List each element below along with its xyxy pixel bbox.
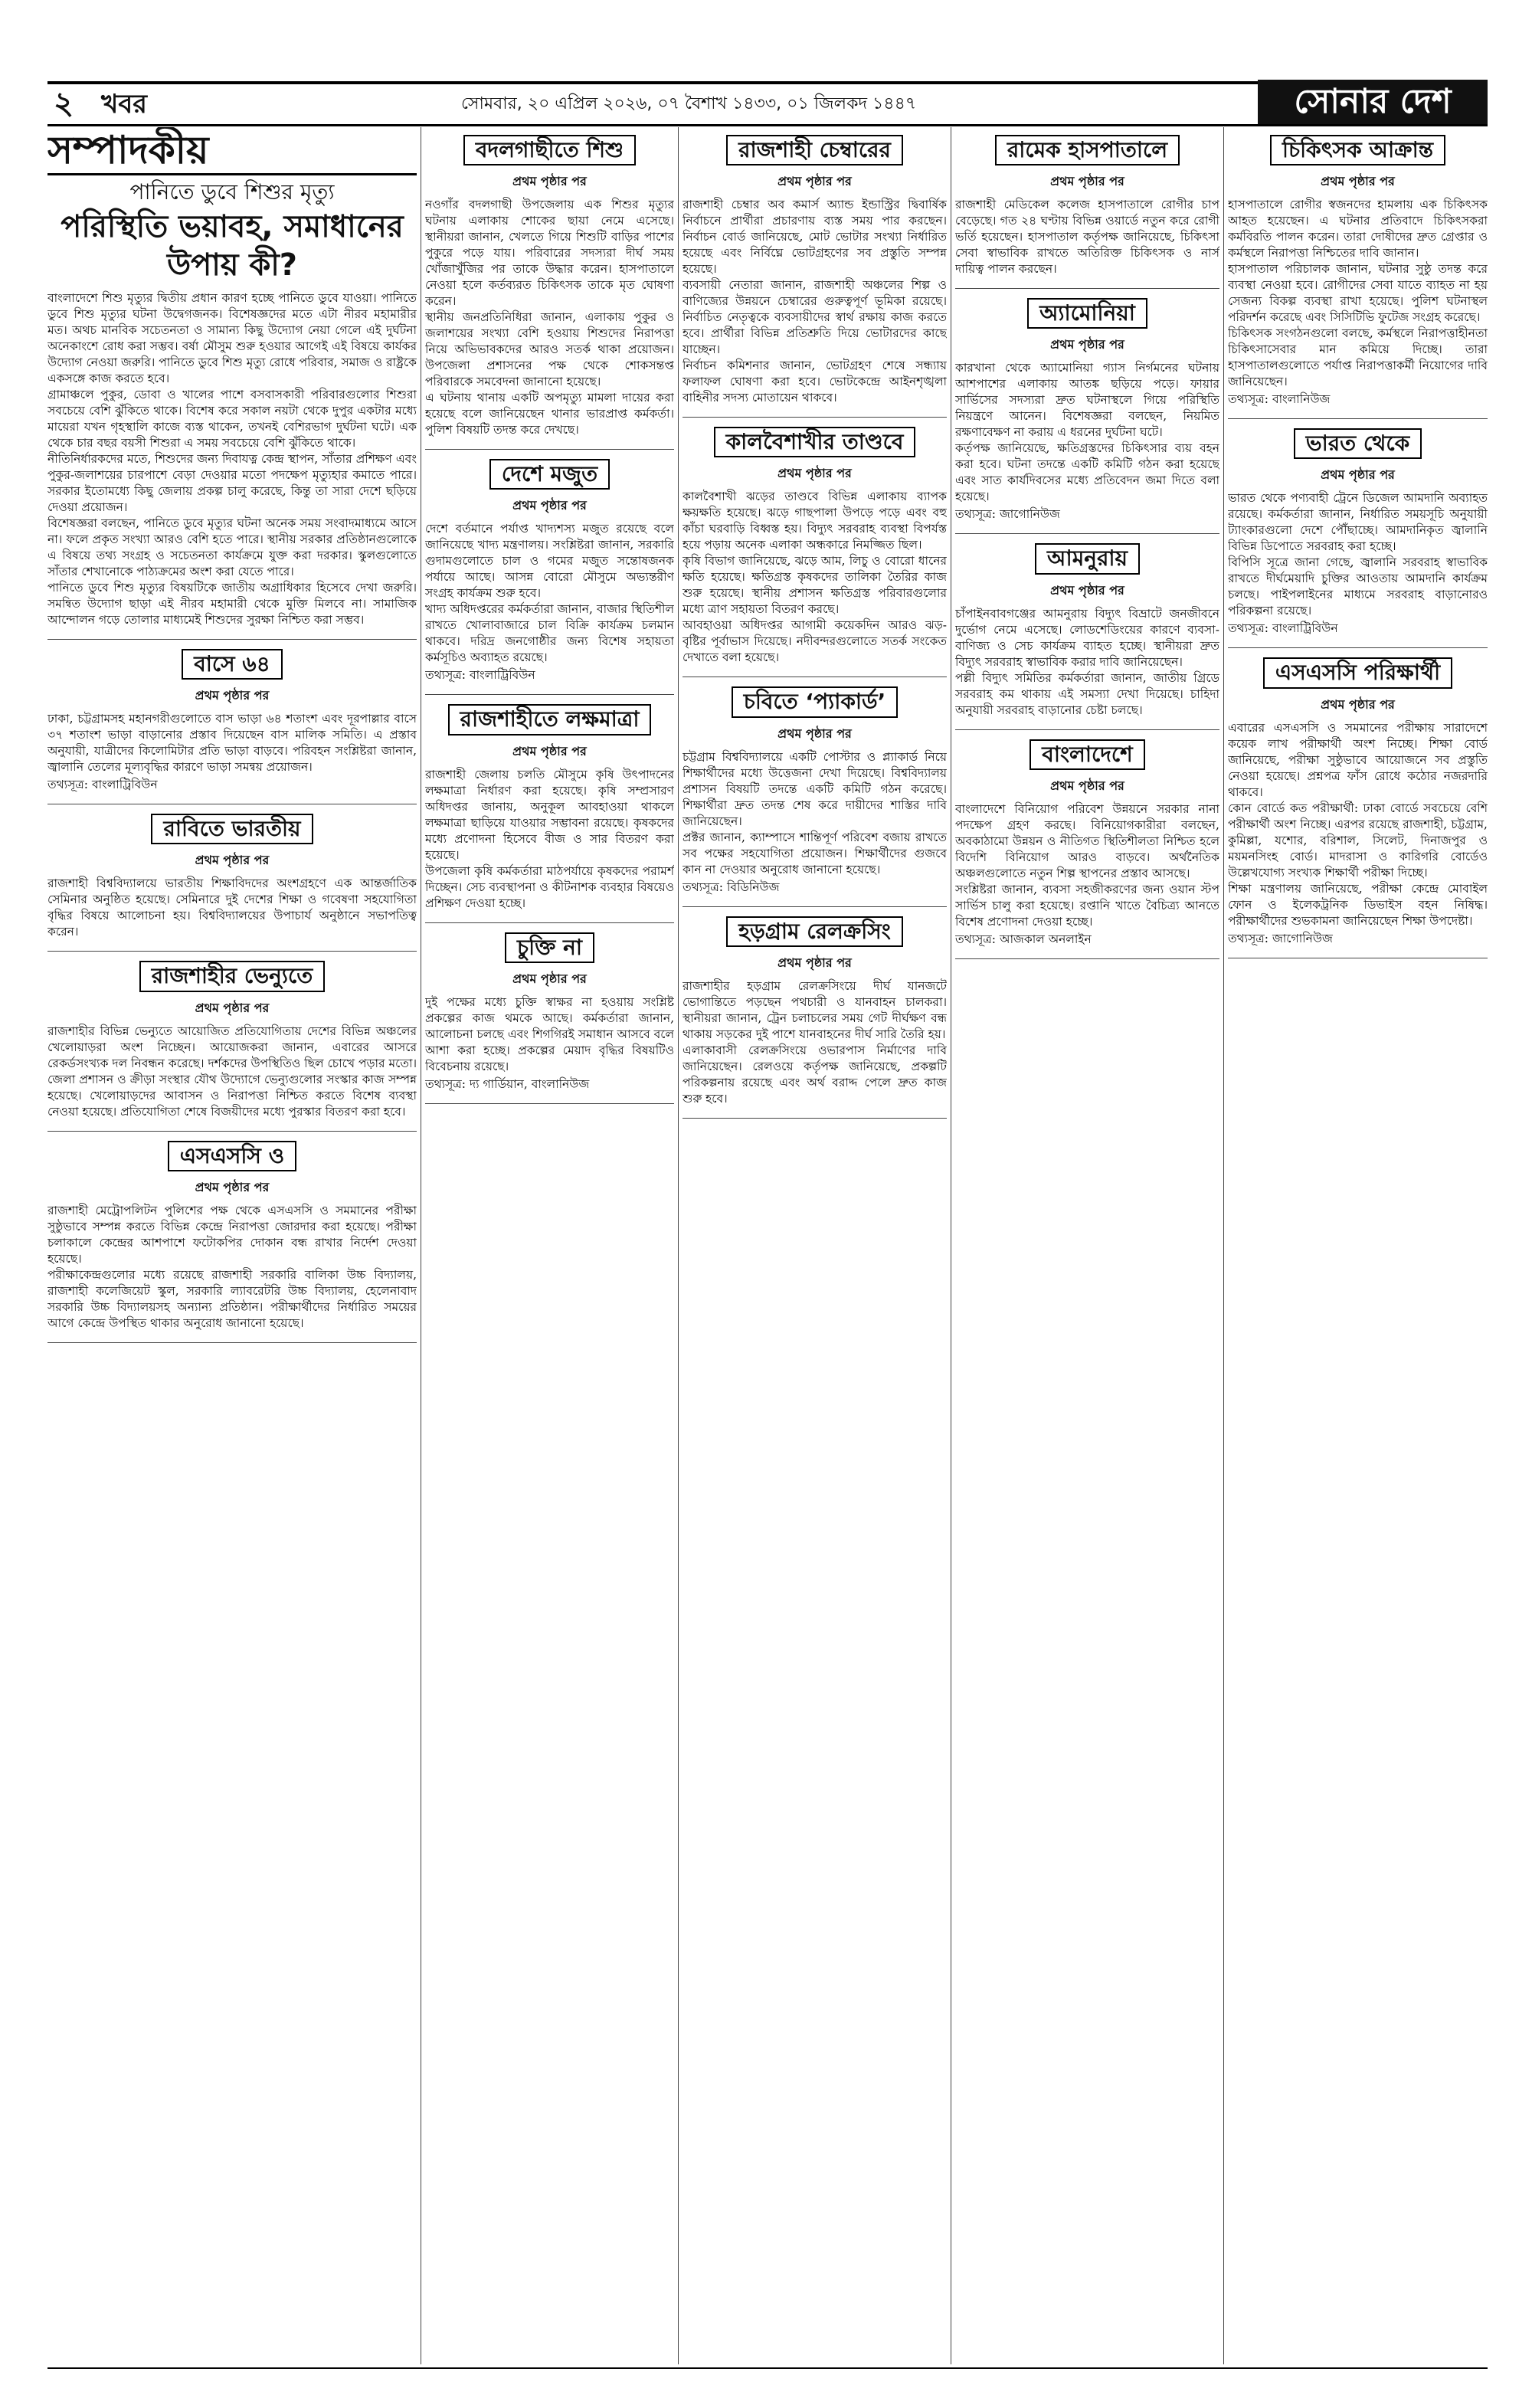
article-paragraph: বাংলাদেশে শিশু মৃত্যুর দ্বিতীয় প্রধান কারণ হচ্ছে পানিতে ডুবে যাওয়া। পানিতে ডুবে শিশু মৃত্যুর ঘটনা উদ্বেগজনক। বিশেষজ্ঞদের মতে এটা নীরব মহামারীর মত। অথচ মানবিক সচেতনতা ও সামান্য কিছু উদ্যোগ নেয়া গেলে এই দুর্ঘটনা অনেকাংশে রোধ করা সম্ভব। বর্ষা মৌসুম শুরু হওয়ার আগেই এই বিষয়ে কার্যকর উদ্যোগ নেওয়া জরুরি। পানিতে ডুবে শিশু মৃত্যু রোধে পরিবার, সমাজ ও রাষ্ট্রকে একসঙ্গে কাজ করতে হবে।: [47, 291, 417, 385]
article-headline: বাসে ৬৪: [182, 649, 283, 680]
article: [425, 132, 674, 438]
article: [1228, 654, 1488, 946]
article-paragraph: বাংলাদেশে বিনিয়োগ পরিবেশ উন্নয়নে সরকার নানা পদক্ষেপ গ্রহণ করছে। বিনিয়োগকারীরা বলছেন, অবকাঠামো উন্নয়ন ও নীতিগত স্থিতিশীলতা নিশ্চিত হলে বিদেশি বিনিয়োগ আরও বাড়বে। অর্থনৈতিক অঞ্চলগুলোতে নতুন শিল্প স্থাপনের প্রস্তাব আসছে।: [955, 801, 1219, 880]
article-paragraph: কর্তৃপক্ষ জানিয়েছে, ক্ষতিগ্রস্তদের চিকিৎসার ব্যয় বহন করা হবে। ঘটনা তদন্তে একটি কমিটি গঠন করা হয়েছে এবং সাত কার্যদিবসের মধ্যে প্রতিবেদন জমা দিতে বলা হয়েছে।: [955, 441, 1219, 504]
headline-wrap: [425, 929, 674, 965]
article-paragraph: রাজশাহীর বিভিন্ন ভেন্যুতে আয়োজিত প্রতিযোগিতায় দেশের বিভিন্ন অঞ্চলের খেলোয়াড়রা অংশ নিচ্ছেন। আয়োজকরা জানান, এবারের আসরে রেকর্ডসংখ্যক দল নিবন্ধন করেছে। দর্শকদের উপস্থিতিও ছিল চোখে পড়ার মতো।: [47, 1024, 417, 1070]
continued-label: প্রথম পৃষ্ঠার পর: [195, 1000, 270, 1015]
continued-label: প্রথম পৃষ্ঠার পর: [512, 971, 587, 986]
headline-wrap: [1228, 425, 1488, 460]
article-paragraph: রাজশাহী বিশ্ববিদ্যালয়ে ভারতীয় শিক্ষাবিদদের অংশগ্রহণে এক আন্তর্জাতিক সেমিনার অনুষ্ঠিত হয়েছে। সেমিনারে দুই দেশের শিক্ষা ও গবেষণা সহযোগিতা বৃদ্ধির বিষয়ে আলোচনা হয়। বিশ্ববিদ্যালয়ের উপাচার্য অনুষ্ঠানে সভাপতিত্ব করেন।: [47, 876, 417, 939]
article-headline: অ্যামোনিয়া: [1027, 298, 1147, 329]
article-headline: বদলগাছীতে শিশু: [463, 135, 636, 165]
article: [425, 929, 674, 1093]
article-separator: [955, 533, 1219, 534]
article-separator: [955, 288, 1219, 289]
article-headline: চুক্তি না: [505, 932, 594, 963]
article-paragraph: ভারত থেকে পণ্যবাহী ট্রেনে ডিজেল আমদানি অব্যাহত রয়েছে। কর্মকর্তারা জানান, নির্ধারিত সময়সূচি অনুযায়ী ট্যাংকারগুলো দেশে পৌঁছাচ্ছে। আমদানিকৃত জ্বালানি বিভিন্ন ডিপোতে সরবরাহ করা হচ্ছে।: [1228, 491, 1488, 554]
article-separator: [955, 729, 1219, 730]
article-paragraph: এবারের এসএসসি ও সমমানের পরীক্ষায় সারাদেশে কয়েক লাখ পরীক্ষার্থী অংশ নিচ্ছে। শিক্ষা বোর্ড জানিয়েছে, পরীক্ষা সুষ্ঠুভাবে আয়োজনে সব প্রস্তুতি নেওয়া হয়েছে। প্রশ্নপত্র ফাঁস রোধে কঠোর নজরদারি থাকবে।: [1228, 720, 1488, 799]
article-source: তথ্যসূত্র: বাংলানিউজ: [1228, 392, 1331, 407]
column-2: [425, 127, 674, 2364]
article-paragraph: চাঁপাইনবাবগঞ্জের আমনুরায় বিদ্যুৎ বিভ্রাটে জনজীবনে দুর্ভোগ নেমে এসেছে। লোডশেডিংয়ের কারণে ব্যবসা-বাণিজ্য ও সেচ কার্যক্রম ব্যাহত হচ্ছে। স্থানীয়রা দ্রুত বিদ্যুৎ সরবরাহ স্বাভাবিক করার দাবি জানিয়েছেন।: [955, 606, 1219, 669]
article-headline: রাজশাহী চেম্বারের: [726, 135, 903, 165]
article-paragraph: রাজশাহী চেম্বার অব কমার্স অ্যান্ড ইন্ডাস্ট্রির দ্বিবার্ষিক নির্বাচনে প্রার্থীরা প্রচারণায় ব্যস্ত সময় পার করছেন। নির্বাচন বোর্ড জানিয়েছে, মোট ভোটার সংখ্যা নির্ধারিত হয়েছে এবং নির্বিঘ্নে ভোটগ্রহণের সব প্রস্তুতি সম্পন্ন হয়েছে।: [683, 198, 947, 277]
continued-label: প্রথম পৃষ্ঠার পর: [1321, 174, 1395, 189]
article-paragraph: স্থানীয় জনপ্রতিনিধিরা জানান, এলাকায় পুকুর ও জলাশয়ের সংখ্যা বেশি হওয়ায় শিশুদের নিরাপত্তা নিয়ে অভিভাবকদের আরও সতর্ক থাকা প্রয়োজন। উপজেলা প্রশাসনের পক্ষ থেকে শোকসন্তপ্ত পরিবারকে সমবেদনা জানানো হয়েছে।: [425, 310, 674, 389]
headline-wrap: [425, 132, 674, 167]
article-separator: [47, 1131, 417, 1132]
article-paragraph: কারখানা থেকে অ্যামোনিয়া গ্যাস নির্গমনের ঘটনায় আশপাশের এলাকায় আতঙ্ক ছড়িয়ে পড়ে। ফায়ার সার্ভিসের সদস্যরা দ্রুত ঘটনাস্থলে গিয়ে পরিস্থিতি নিয়ন্ত্রণে আনেন। বিশেষজ্ঞরা বলছেন, নিয়মিত রক্ষণাবেক্ষণ না করায় এ ধরনের দুর্ঘটনা ঘটে।: [955, 361, 1219, 440]
continued-label: প্রথম পৃষ্ঠার পর: [777, 726, 852, 741]
article-paragraph: বিপিসি সূত্রে জানা গেছে, জ্বালানি সরবরাহ স্বাভাবিক রাখতে দীর্ঘমেয়াদি চুক্তির আওতায় আমদানি কার্যক্রম চলছে। পাইপলাইনের মাধ্যমে সরবরাহ বাড়ানোরও পরিকল্পনা রয়েছে।: [1228, 555, 1488, 618]
article-paragraph: রাজশাহী মেট্রোপলিটন পুলিশের পক্ষ থেকে এসএসসি ও সমমানের পরীক্ষা সুষ্ঠুভাবে সম্পন্ন করতে বিভিন্ন কেন্দ্রে নিরাপত্তা জোরদার করা হয়েছে। পরীক্ষা চলাকালে কেন্দ্রের আশপাশে ফটোকপির দোকান বন্ধ রাখার নির্দেশ দেওয়া হয়েছে।: [47, 1203, 417, 1266]
article: [683, 683, 947, 895]
article-headline: আমনুরায়: [1035, 543, 1140, 574]
article-paragraph: সংশ্লিষ্টরা জানান, ব্যবসা সহজীকরণের জন্য ওয়ান স্টপ সার্ভিস চালু করা হয়েছে। রপ্তানি খাতে বৈচিত্র্য আনতে বিশেষ প্রণোদনা দেওয়া হচ্ছে।: [955, 882, 1219, 929]
article: [683, 913, 947, 1107]
article-paragraph: বিশেষজ্ঞরা বলছেন, পানিতে ডুবে মৃত্যুর ঘটনা অনেক সময় সংবাদমাধ্যমে আসে না। ফলে প্রকৃত সংখ্যা আরও বেশি হতে পারে। স্থানীয় সরকার প্রতিষ্ঠানগুলোকে এ বিষয়ে তথ্য সংগ্রহ ও সচেতনতা কার্যক্রমে যুক্ত করা দরকার। স্কুলগুলোতে সাঁতার শেখানোকে পাঠ্যক্রমের অংশ করা যেতে পারে।: [47, 516, 417, 578]
article: [955, 540, 1219, 718]
article-paragraph: শিক্ষা মন্ত্রণালয় জানিয়েছে, পরীক্ষা কেন্দ্রে মোবাইল ফোন ও ইলেকট্রনিক ডিভাইস বহন নিষিদ্ধ। পরীক্ষার্থীদের শুভকামনা জানিয়েছেন শিক্ষা উপদেষ্টা।: [1228, 881, 1488, 928]
article-paragraph: প্রক্টর জানান, ক্যাম্পাসে শান্তিপূর্ণ পরিবেশ বজায় রাখতে সব পক্ষের সহযোগিতা প্রয়োজন। শিক্ষার্থীদের গুজবে কান না দেওয়ার অনুরোধ জানানো হয়েছে।: [683, 830, 947, 876]
article-headline: এসএসসি পরিক্ষার্থী: [1263, 657, 1452, 688]
headline-wrap: [955, 295, 1219, 330]
article-paragraph: দুই পক্ষের মধ্যে চুক্তি স্বাক্ষর না হওয়ায় সংশ্লিষ্ট প্রকল্পের কাজ থমকে আছে। কর্মকর্তারা জানান, আলোচনা চলছে এবং শিগগিরই সমাধান আসবে বলে আশা করা হচ্ছে। প্রকল্পের মেয়াদ বৃদ্ধির বিষয়টিও বিবেচনায় রয়েছে।: [425, 994, 674, 1073]
continued-label: প্রথম পৃষ্ঠার পর: [195, 853, 270, 868]
continued-label: প্রথম পৃষ্ঠার পর: [1050, 778, 1124, 793]
headline-wrap: [1228, 654, 1488, 690]
article-paragraph: এ ঘটনায় থানায় একটি অপমৃত্যু মামলা দায়ের করা হয়েছে বলে জানিয়েছেন থানার ভারপ্রাপ্ত কর্মকর্তা। পুলিশ বিষয়টি তদন্ত করে দেখছে।: [425, 391, 674, 437]
continued-label: প্রথম পৃষ্ঠার পর: [777, 466, 852, 481]
article-headline: রাজশাহীতে লক্ষমাত্রা: [448, 704, 652, 735]
article-separator: [683, 417, 947, 418]
article-separator: [425, 1103, 674, 1104]
headline-wrap: [683, 424, 947, 459]
article-separator: [47, 951, 417, 952]
article-paragraph: আবহাওয়া অধিদপ্তর আগামী কয়েকদিন আরও ঝড়-বৃষ্টির পূর্বাভাস দিয়েছে। নদীবন্দরগুলোতে সতর্ক সংকেত দেখাতে বলা হয়েছে।: [683, 618, 947, 665]
continued-label: প্রথম পৃষ্ঠার পর: [777, 955, 852, 970]
article-paragraph: রাজশাহী মেডিকেল কলেজ হাসপাতালে রোগীর চাপ বেড়েছে। গত ২৪ ঘণ্টায় বিভিন্ন ওয়ার্ডে নতুন করে রোগী ভর্তি হয়েছেন। হাসপাতাল কর্তৃপক্ষ জানিয়েছে, চিকিৎসা সেবা স্বাভাবিক রাখতে অতিরিক্ত চিকিৎসক ও নার্স দায়িত্ব পালন করছেন।: [955, 198, 1219, 277]
article-source: তথ্যসূত্র: জাগোনিউজ: [1228, 931, 1333, 945]
article: [47, 958, 417, 1119]
headline-wrap: [683, 913, 947, 948]
article: [47, 646, 417, 793]
article: [47, 1138, 417, 1332]
article: [47, 811, 417, 940]
headline-wrap: [955, 540, 1219, 575]
article-source: তথ্যসূত্র: বিডিনিউজ: [683, 880, 780, 894]
continued-label: প্রথম পৃষ্ঠার পর: [1050, 582, 1124, 598]
article-paragraph: দেশে বর্তমানে পর্যাপ্ত খাদ্যশস্য মজুত রয়েছে বলে জানিয়েছে খাদ্য মন্ত্রণালয়। সংশ্লিষ্টরা জানান, সরকারি গুদামগুলোতে চাল ও গমের মজুত সন্তোষজনক পর্যায়ে আছে। আসন্ন বোরো মৌসুমে অভ্যন্তরীণ সংগ্রহ কার্যক্রম শুরু হবে।: [425, 522, 674, 601]
article-paragraph: হাসপাতালে রোগীর স্বজনদের হামলায় এক চিকিৎসক আহত হয়েছেন। এ ঘটনার প্রতিবাদে চিকিৎসকরা কর্মবিরতি পালন করেন। তারা দোষীদের দ্রুত গ্রেপ্তার ও কর্মস্থলে নিরাপত্তা নিশ্চিতের দাবি জানান।: [1228, 198, 1488, 260]
article-source: তথ্যসূত্র: দ্য গার্ডিয়ান, বাংলানিউজ: [425, 1076, 590, 1091]
article-separator: [683, 906, 947, 907]
article: [955, 295, 1219, 523]
article-separator: [425, 922, 674, 923]
footer-rule: [47, 2367, 1488, 2369]
column-divider: [1223, 127, 1224, 2364]
article-paragraph: নির্বাচন কমিশনার জানান, ভোটগ্রহণ শেষে সন্ধ্যায় ফলাফল ঘোষণা করা হবে। ভোটকেন্দ্রে আইনশৃঙ্খলা বাহিনীর সদস্য মোতায়েন থাকবে।: [683, 359, 947, 405]
editorial-headline: পরিস্থিতি ভয়াবহ, সমাধানের উপায় কী?: [61, 209, 404, 283]
brand-logo: সোনার দেশ: [1258, 80, 1488, 124]
article-paragraph: গ্রামাঞ্চলে পুকুর, ডোবা ও খালের পাশে বসবাসকারী পরিবারগুলোর শিশুরা সবচেয়ে বেশি ঝুঁকিতে থাকে। বিশেষ করে সকাল নয়টা থেকে দুপুর একটার মধ্যে মায়েরা যখন গৃহস্থালি কাজে ব্যস্ত থাকেন, তখনই বেশিরভাগ দুর্ঘটনা ঘটে। এক থেকে চার বছর বয়সী শিশুরা এ সময় সবচেয়ে বেশি ঝুঁকিতে থাকে।: [47, 388, 417, 450]
headline-wrap: [1228, 132, 1488, 167]
page-header: [47, 81, 1488, 126]
article: [47, 127, 417, 628]
continued-label: প্রথম পৃষ্ঠার পর: [512, 498, 587, 513]
article-source: তথ্যসূত্র: বাংলাট্রিবিউন: [47, 778, 158, 792]
continued-label: প্রথম পৃষ্ঠার পর: [777, 174, 852, 189]
article-separator: [1228, 418, 1488, 419]
headline-wrap: [955, 132, 1219, 167]
article-headline: রাজশাহীর ভেন্যুতে: [139, 961, 325, 991]
article-paragraph: কালবৈশাখী ঝড়ের তাণ্ডবে বিভিন্ন এলাকায় ব্যাপক ক্ষয়ক্ষতি হয়েছে। ঝড়ে গাছপালা উপড়ে পড়ে এবং বহু কাঁচা ঘরবাড়ি বিধ্বস্ত হয়। বিদ্যুৎ সরবরাহ ব্যবস্থা বিপর্যস্ত হয়ে পড়ায় অনেক এলাকা অন্ধকারে নিমজ্জিত ছিল।: [683, 490, 947, 552]
article-separator: [47, 639, 417, 640]
column-divider: [678, 127, 679, 2364]
article: [683, 424, 947, 666]
article-headline: দেশে মজুত: [489, 459, 610, 490]
article-paragraph: চিকিৎসক সংগঠনগুলো বলছে, কর্মস্থলে নিরাপত্তাহীনতা চিকিৎসাসেবার মান কমিয়ে দিচ্ছে। তারা হাসপাতালগুলোতে পর্যাপ্ত নিরাপত্তাকর্মী নিয়োগের দাবি জানিয়েছেন।: [1228, 326, 1488, 389]
article: [955, 132, 1219, 277]
article-headline: হড়গ্রাম রেলক্রসিং: [726, 916, 903, 947]
article: [425, 701, 674, 911]
article-headline: চিকিৎসক আক্রান্ত: [1270, 135, 1445, 165]
article-paragraph: নীতিনির্ধারকদের মতে, শিশুদের জন্য দিবাযত্ন কেন্দ্র স্থাপন, সাঁতার প্রশিক্ষণ এবং পুকুর-জলাশয়ের চারপাশে বেড়া দেওয়ার মতো পদক্ষেপ মৃত্যুহার কমাতে পারে। সরকার ইতোমধ্যে কিছু জেলায় প্রকল্প চালু করেছে, কিন্তু তা সারা দেশে ছড়িয়ে দেওয়া প্রয়োজন।: [47, 452, 417, 514]
article-paragraph: চট্টগ্রাম বিশ্ববিদ্যালয়ে একটি পোস্টার ও প্ল্যাকার্ড নিয়ে শিক্ষার্থীদের মধ্যে উত্তেজনা দেখা দিয়েছে। বিশ্ববিদ্যালয় প্রশাসন বিষয়টি তদন্তে একটি কমিটি গঠন করেছে। শিক্ষার্থীরা দ্রুত তদন্ত শেষ করে দায়ীদের শাস্তির দাবি জানিয়েছেন।: [683, 749, 947, 828]
headline-wrap: [47, 958, 417, 993]
headline-wrap: [47, 646, 417, 681]
article-headline: ভারত থেকে: [1294, 428, 1422, 459]
headline-wrap: [425, 701, 674, 736]
article-paragraph: পরীক্ষাকেন্দ্রগুলোর মধ্যে রয়েছে রাজশাহী সরকারি বালিকা উচ্চ বিদ্যালয়, রাজশাহী কলেজিয়েট স্কুল, সরকারি ল্যাবরেটরি উচ্চ বিদ্যালয়, হেলেনাবাদ সরকারি উচ্চ বিদ্যালয়সহ অন্যান্য প্রতিষ্ঠান। পরীক্ষার্থীদের নির্ধারিত সময়ের আগে কেন্দ্রে উপস্থিত থাকার অনুরোধ জানানো হয়েছে।: [47, 1267, 417, 1330]
article-paragraph: রাজশাহী জেলায় চলতি মৌসুমে কৃষি উৎপাদনের লক্ষমাত্রা নির্ধারণ করা হয়েছে। কৃষি সম্প্রসারণ অধিদপ্তর জানায়, অনুকূল আবহাওয়া থাকলে লক্ষমাত্রা ছাড়িয়ে যাওয়ার সম্ভাবনা রয়েছে। কৃষকদের মধ্যে প্রণোদনা হিসেবে বীজ ও সার বিতরণ করা হয়েছে।: [425, 767, 674, 862]
continued-label: প্রথম পৃষ্ঠার পর: [1321, 467, 1395, 483]
article-headline: এসএসসি ও: [168, 1141, 296, 1171]
article-paragraph: উপজেলা কৃষি কর্মকর্তারা মাঠপর্যায়ে কৃষকদের পরামর্শ দিচ্ছেন। সেচ ব্যবস্থাপনা ও কীটনাশক ব্যবহার বিষয়েও প্রশিক্ষণ দেওয়া হচ্ছে।: [425, 863, 674, 910]
article-paragraph: ব্যবসায়ী নেতারা জানান, রাজশাহী অঞ্চলের শিল্প ও বাণিজ্যের উন্নয়নে চেম্বারের গুরুত্বপূর্ণ ভূমিকা রয়েছে। নির্বাচিত নেতৃত্বকে ব্যবসায়ীদের স্বার্থ রক্ষায় কাজ করতে হবে। প্রার্থীরা বিভিন্ন প্রতিশ্রুতি দিয়ে ভোটারদের কাছে যাচ্ছেন।: [683, 278, 947, 357]
continued-label: প্রথম পৃষ্ঠার পর: [512, 743, 587, 758]
article-headline: রাবিতে ভারতীয়: [151, 814, 313, 844]
article-paragraph: জেলা প্রশাসন ও ক্রীড়া সংস্থার যৌথ উদ্যোগে ভেন্যুগুলোর সংস্কার কাজ সম্পন্ন হয়েছে। খেলোয়াড়দের আবাসন ও নিরাপত্তা নিশ্চিত করতে বিশেষ ব্যবস্থা নেওয়া হয়েছে। প্রতিযোগিতা শেষে বিজয়ীদের মধ্যে পুরস্কার বিতরণ করা হবে।: [47, 1072, 417, 1119]
article: [683, 132, 947, 406]
headline-wrap: [47, 811, 417, 846]
continued-label: প্রথম পৃষ্ঠার পর: [195, 1179, 270, 1194]
editorial-title: সম্পাদকীয়: [47, 127, 417, 175]
article: [1228, 132, 1488, 408]
article-paragraph: খাদ্য অধিদপ্তরের কর্মকর্তারা জানান, বাজার স্থিতিশীল রাখতে খোলাবাজারে চাল বিক্রি কার্যক্রম চলমান থাকবে। দরিদ্র জনগোষ্ঠীর জন্য বিশেষ সহায়তা কর্মসূচিও অব্যাহত রয়েছে।: [425, 602, 674, 665]
article-paragraph: কৃষি বিভাগ জানিয়েছে, ঝড়ে আম, লিচু ও বোরো ধানের ক্ষতি হয়েছে। ক্ষতিগ্রস্ত কৃষকদের তালিকা তৈরির কাজ শুরু হয়েছে। স্থানীয় প্রশাসন ক্ষতিগ্রস্ত পরিবারগুলোর মধ্যে ত্রাণ সহায়তা বিতরণ করছে।: [683, 554, 947, 617]
headline-wrap: [425, 456, 674, 491]
article-headline: রামেক হাসপাতালে: [995, 135, 1180, 165]
column-5: [1228, 127, 1488, 2364]
column-4: [955, 127, 1219, 2364]
headline-wrap: [47, 1138, 417, 1173]
article-paragraph: এলাকাবাসী রেলক্রসিংয়ে ওভারপাস নির্মাণের দাবি জানিয়েছেন। রেলওয়ে কর্তৃপক্ষ জানিয়েছে, প্রকল্পটি পরিকল্পনায় রয়েছে এবং অর্থ বরাদ্দ পেলে দ্রুত কাজ শুরু হবে।: [683, 1043, 947, 1106]
continued-label: প্রথম পৃষ্ঠার পর: [1050, 337, 1124, 352]
article-paragraph: পল্লী বিদ্যুৎ সমিতির কর্মকর্তারা জানান, জাতীয় গ্রিডে সরবরাহ কম থাকায় এই সমস্যা দেখা দিয়েছে। চাহিদা অনুযায়ী সরবরাহ বাড়ানোর চেষ্টা চলছে।: [955, 670, 1219, 717]
article-source: তথ্যসূত্র: আজকাল অনলাইন: [955, 932, 1092, 946]
continued-label: প্রথম পৃষ্ঠার পর: [1321, 696, 1395, 712]
article-separator: [683, 1118, 947, 1119]
article-separator: [47, 1342, 417, 1343]
article: [1228, 425, 1488, 637]
article-paragraph: হাসপাতাল পরিচালক জানান, ঘটনার সুষ্ঠু তদন্ত করে ব্যবস্থা নেওয়া হবে। রোগীদের সেবা যাতে ব্যাহত না হয় সেজন্য বিকল্প ব্যবস্থা রাখা হয়েছে। পুলিশ ঘটনাস্থল পরিদর্শন করেছে এবং সিসিটিভি ফুটেজ সংগ্রহ করেছে।: [1228, 262, 1488, 325]
headline-wrap: [683, 683, 947, 719]
dateline: সোমবার, ২০ এপ্রিল ২০২৬, ০৭ বৈশাখ ১৪৩৩, ০১ জিলকদ ১৪৪৭: [461, 94, 917, 113]
article-paragraph: ঢাকা, চট্টগ্রামসহ মহানগরীগুলোতে বাস ভাড়া ৬৪ শতাংশ এবং দূরপাল্লার বাসে ৩৭ শতাংশ ভাড়া বাড়ানোর প্রস্তাব দিয়েছেন বাস মালিক সমিতি। এ প্রস্তাব অনুযায়ী, যাত্রীদের কিলোমিটার প্রতি ভাড়া বাড়বে। পরিবহন সংশ্লিষ্টরা জানান, জ্বালানি তেলের মূল্যবৃদ্ধির কারণে ভাড়া সমন্বয় প্রয়োজন।: [47, 712, 417, 775]
article-separator: [425, 694, 674, 695]
column-1: [47, 127, 417, 2364]
article-source: তথ্যসূত্র: জাগোনিউজ: [955, 507, 1060, 522]
article-source: তথ্যসূত্র: বাংলাট্রিবিউন: [425, 668, 535, 683]
article: [955, 736, 1219, 948]
headline-wrap: [955, 736, 1219, 772]
editorial-kicker: পানিতে ডুবে শিশুর মৃত্যু: [129, 179, 335, 205]
continued-label: প্রথম পৃষ্ঠার পর: [195, 688, 270, 703]
headline-wrap: [683, 132, 947, 167]
section-label: খবর: [101, 89, 147, 120]
article-separator: [955, 958, 1219, 959]
article-paragraph: রাজশাহীর হড়গ্রাম রেলক্রসিংয়ে দীর্ঘ যানজটে ভোগান্তিতে পড়ছেন পথচারী ও যানবাহন চালকরা। স্থানীয়রা জানান, ট্রেন চলাচলের সময় গেট দীর্ঘক্ষণ বন্ধ থাকায় সড়কের দুই পাশে যানবাহনের দীর্ঘ সারি তৈরি হয়।: [683, 978, 947, 1041]
article-headline: বাংলাদেশে: [1030, 739, 1145, 770]
column-3: [683, 127, 947, 2364]
article-separator: [1228, 647, 1488, 648]
article-headline: চবিতে ‘প্যাকার্ড’: [732, 686, 899, 717]
article-headline: কালবৈশাখীর তাণ্ডবে: [714, 427, 916, 457]
continued-label: প্রথম পৃষ্ঠার পর: [512, 174, 587, 189]
article-source: তথ্যসূত্র: বাংলাট্রিবিউন: [1228, 621, 1338, 636]
continued-label: প্রথম পৃষ্ঠার পর: [1050, 174, 1124, 189]
article-paragraph: পানিতে ডুবে শিশু মৃত্যুর বিষয়টিকে জাতীয় অগ্রাধিকার হিসেবে দেখা জরুরি। সমন্বিত উদ্যোগ ছাড়া এই নীরব মহামারী থেকে মুক্তি মিলবে না। সামাজিক আন্দোলন গড়ে তোলার মাধ্যমেই শিশুদের সুরক্ষা নিশ্চিত করা সম্ভব।: [47, 581, 417, 627]
article: [425, 456, 674, 683]
article-paragraph: নওগাঁর বদলগাছী উপজেলায় এক শিশুর মৃত্যুর ঘটনায় এলাকায় শোকের ছায়া নেমে এসেছে। স্থানীয়রা জানান, খেলতে গিয়ে শিশুটি বাড়ির পাশের পুকুরে পড়ে যায়। পরিবারের সদস্যরা দীর্ঘ সময় খোঁজাখুঁজির পর তাকে উদ্ধার করেন। হাসপাতালে নেওয়া হলে কর্তব্যরত চিকিৎসক তাকে মৃত ঘোষণা করেন।: [425, 198, 674, 309]
article-paragraph: কোন বোর্ডে কত পরীক্ষার্থী: ঢাকা বোর্ডে সবচেয়ে বেশি পরীক্ষার্থী অংশ নিচ্ছে। এরপর রয়েছে রাজশাহী, চট্টগ্রাম, কুমিল্লা, যশোর, বরিশাল, সিলেট, দিনাজপুর ও ময়মনসিংহ বোর্ড। মাদরাসা ও কারিগরি বোর্ডেও উল্লেখযোগ্য সংখ্যক শিক্ষার্থী পরীক্ষা দিচ্ছে।: [1228, 801, 1488, 880]
page-number: ২: [54, 86, 74, 121]
article-separator: [425, 449, 674, 450]
